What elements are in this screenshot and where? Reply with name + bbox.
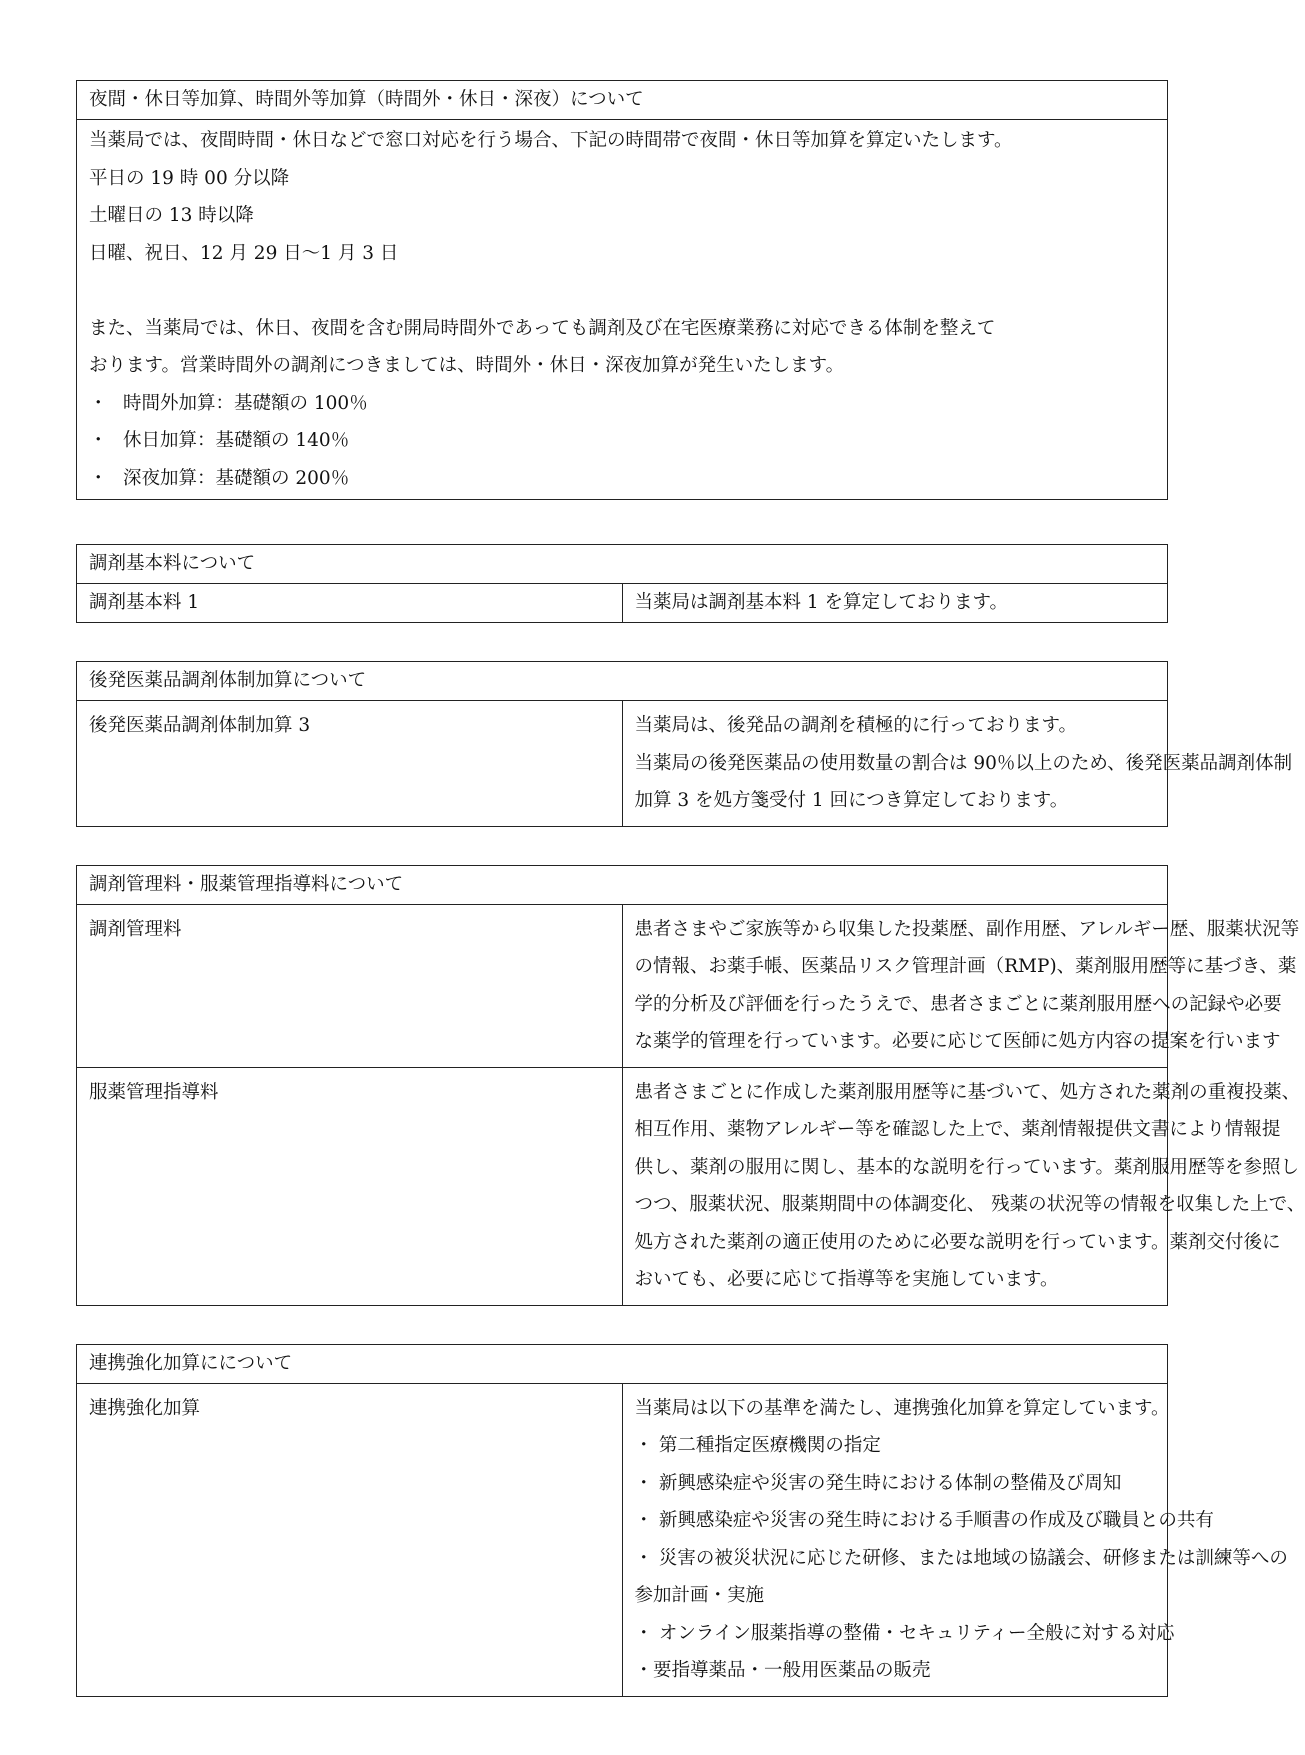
- cooperation-label: [77, 1383, 623, 1696]
- medication-guidance-line: 供し、薬剤の服用に関し、基本的な説明を行っています。薬剤服用歴等を参照し: [634, 1156, 1300, 1178]
- medication-guidance-line: つつ、服薬状況、服薬期間中の体調変化、 残薬の状況等の情報を収集した上で、: [634, 1194, 1305, 1215]
- blank-line: [89, 272, 1157, 310]
- medication-guidance-label: [77, 1067, 623, 1305]
- generic-drug-line: 当薬局は、後発品の調剤を積極的に行っております。: [634, 715, 1078, 736]
- cooperation-criterion: 参加計画・実施: [634, 1585, 765, 1606]
- dispensing-management-content: [622, 904, 1300, 1067]
- basic-fee-label: 調剤基本料 1: [77, 584, 623, 623]
- night-holiday-line: 平日の 19 時 00 分以降: [89, 167, 290, 189]
- surcharge-bullet-text: 時間外加算：基礎額の 100％: [123, 392, 368, 414]
- generic-drug-label-text: 後発医薬品調剤体制加算 3: [89, 715, 311, 736]
- dispensing-management-line: な薬学的管理を行っています。必要に応じて医師に処方内容の提案を行います: [634, 1031, 1281, 1052]
- management-fee-table: [76, 865, 1305, 1306]
- night-holiday-line: 当薬局では、夜間時間・休日などで窓口対応を行う場合、下記の時間帯で夜間・休日等加算を算定いたします。: [89, 130, 1013, 151]
- surcharge-bullet-text: 休日加算：基礎額の 140％: [123, 430, 350, 451]
- generic-drug-line: 加算 3 を処方箋受付 1 回につき算定しております。: [634, 790, 1069, 811]
- generic-drug-heading: 後発医薬品調剤体制加算について: [77, 662, 1168, 701]
- medication-guidance-line: 処方された薬剤の適正使用のために必要な説明を行っています。薬剤交付後に: [634, 1231, 1281, 1253]
- cooperation-heading: 連携強化加算にについて: [77, 1344, 1168, 1383]
- generic-drug-content: [622, 701, 1293, 827]
- medication-guidance-line: おいても、必要に応じて指導等を実施しています。: [634, 1269, 1059, 1290]
- cooperation-content: [622, 1383, 1288, 1696]
- medication-guidance-label-text: 服薬管理指導料: [89, 1081, 219, 1103]
- dispensing-management-line: 学的分析及び評価を行ったうえで、患者さまごとに薬剤服用歴への記録や必要: [634, 993, 1282, 1015]
- dispensing-management-label-text: 調剤管理料: [89, 918, 182, 940]
- night-holiday-line: 日曜、祝日、12 月 29 日〜1 月 3 日: [89, 242, 399, 264]
- cooperation-criterion: ・ オンライン服薬指導の整備・セキュリティー全般に対する対応: [634, 1622, 1175, 1644]
- dispensing-management-label: [77, 904, 623, 1067]
- cooperation-intro: 当薬局は以下の基準を満たし、連携強化加算を算定しています。: [634, 1397, 1170, 1419]
- cooperation-table: [76, 1344, 1288, 1697]
- cooperation-criterion: ・ 第二種指定医療機関の指定: [634, 1435, 881, 1456]
- generic-drug-label: [77, 701, 623, 827]
- basic-fee-table: [76, 544, 1168, 623]
- cooperation-criterion: ・ 新興感染症や災害の発生時における手順書の作成及び職員との共有: [634, 1510, 1214, 1531]
- cooperation-criterion: ・要指導薬品・一般用医薬品の販売: [634, 1660, 931, 1681]
- dispensing-management-line: 患者さまやご家族等から収集した投薬歴、副作用歴、アレルギー歴、服薬状況等: [634, 918, 1300, 940]
- night-holiday-heading: 夜間・休日等加算、時間外等加算（時間外・休日・深夜）について: [77, 81, 1168, 120]
- night-holiday-body: [77, 120, 1168, 500]
- cooperation-label-text: 連携強化加算: [89, 1397, 201, 1419]
- basic-fee-heading: 調剤基本料について: [77, 545, 1168, 584]
- surcharge-bullet: ・ 休日加算：基礎額の 140％: [89, 430, 350, 451]
- surcharge-bullet: ・ 深夜加算：基礎額の 200％: [89, 467, 350, 489]
- surcharge-bullet-text: 深夜加算：基礎額の 200％: [123, 467, 350, 489]
- document-page: [76, 80, 1305, 1697]
- basic-fee-content: 当薬局は調剤基本料 1 を算定しております。: [622, 584, 1168, 623]
- dispensing-management-line: の情報、お薬手帳、医薬品リスク管理計画（RMP)、薬剤服用歴等に基づき、薬: [634, 956, 1297, 977]
- night-holiday-line: おります。営業時間外の調剤につきましては、時間外・休日・深夜加算が発生いたします。: [89, 355, 845, 376]
- night-holiday-table: [76, 80, 1168, 500]
- cooperation-criterion: ・ 災害の被災状況に応じた研修、または地域の協議会、研修または訓練等への: [634, 1547, 1288, 1569]
- night-holiday-line: また、当薬局では、休日、夜間を含む開局時間外であっても調剤及び在宅医療業務に対応できる体制を整えて: [89, 317, 996, 339]
- medication-guidance-line: 相互作用、薬物アレルギー等を確認した上で、薬剤情報提供文書により情報提: [634, 1119, 1281, 1140]
- cooperation-criterion: ・ 新興感染症や災害の発生時における体制の整備及び周知: [634, 1472, 1122, 1494]
- surcharge-bullet: ・ 時間外加算：基礎額の 100％: [89, 392, 368, 414]
- medication-guidance-line: 患者さまごとに作成した薬剤服用歴等に基づいて、処方された薬剤の重複投薬、: [634, 1081, 1301, 1103]
- medication-guidance-content: [622, 1067, 1305, 1305]
- night-holiday-line: 土曜日の 13 時以降: [89, 205, 254, 226]
- management-fee-heading: 調剤管理料・服薬管理指導料について: [77, 865, 1168, 904]
- generic-drug-line: 当薬局の後発医薬品の使用数量の割合は 90％以上のため、後発医薬品調剤体制: [634, 752, 1293, 774]
- generic-drug-table: [76, 661, 1293, 827]
